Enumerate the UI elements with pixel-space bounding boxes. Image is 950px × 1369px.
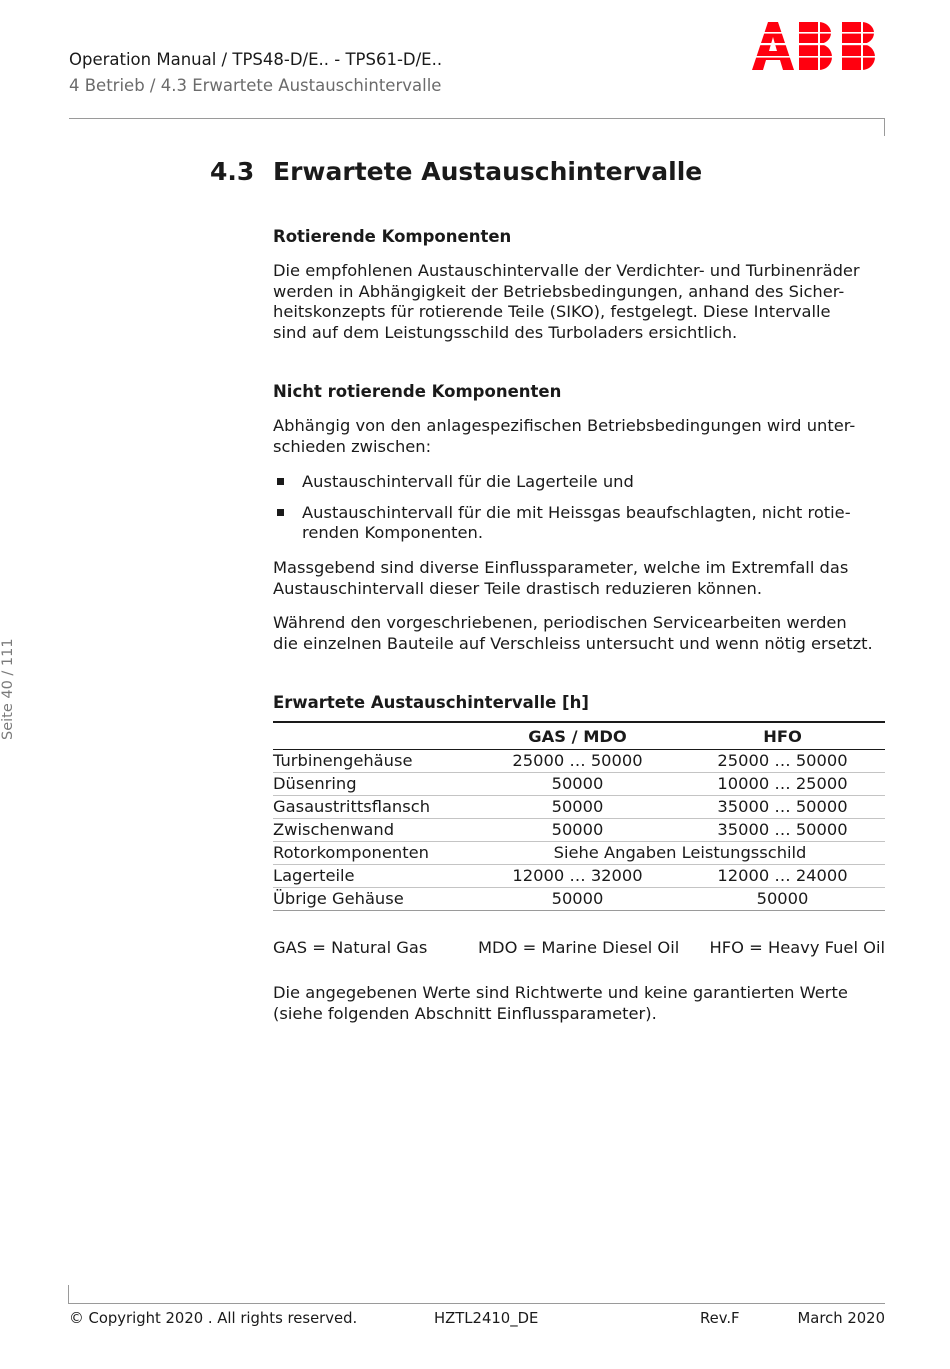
- cell-hfo: 10000 … 25000: [680, 773, 885, 796]
- section-title: [210, 157, 702, 186]
- text-line: Massgebend sind diverse Einflussparameter, welche im Extremfall das: [273, 558, 849, 577]
- text-line: Austauschintervall dieser Teile drastisch reduzieren können.: [273, 578, 763, 598]
- abb-logo: [752, 20, 886, 72]
- page-indicator: Seite 40 / 111: [0, 638, 16, 740]
- column-header-gas-mdo: GAS / MDO: [475, 722, 680, 750]
- bullet-list: [273, 472, 885, 554]
- text-line: Austauschintervall für die mit Heissgas beaufschlagten, nicht rotie-: [302, 502, 851, 522]
- cell-hfo: 50000: [680, 888, 885, 911]
- paragraph-rotating: [273, 261, 885, 343]
- text-line: heitskonzepts für rotierende Teile (SIKO), festgelegt. Diese Intervalle: [273, 302, 831, 322]
- text-line: Die angegebenen Werte sind Richtwerte und keine garantierten Werte: [273, 983, 848, 1002]
- bullet-square-icon: [277, 478, 284, 485]
- text-line: Austauschintervall für die Lagerteile und: [302, 472, 634, 491]
- cell-gas-mdo: 25000 … 50000: [475, 750, 680, 773]
- legend-hfo: HFO = Heavy Fuel Oil: [709, 938, 885, 957]
- table-row: [273, 865, 885, 888]
- section-title-text: Erwartete Austauschintervalle: [273, 157, 703, 186]
- cell-hfo: 25000 … 50000: [680, 750, 885, 773]
- text-line: werden in Abhängigkeit der Betriebsbedingungen, anhand des Sicher-: [273, 281, 845, 301]
- table-header-row: [273, 722, 885, 750]
- table-row: [273, 888, 885, 911]
- table-row: [273, 842, 885, 865]
- table-row: [273, 773, 885, 796]
- cell-gas-mdo: 50000: [475, 819, 680, 842]
- cell-hfo: 12000 … 24000: [680, 865, 885, 888]
- table-row: [273, 796, 885, 819]
- row-label: Turbinengehäuse: [273, 750, 475, 773]
- row-label: Rotorkomponenten: [273, 842, 475, 865]
- cell-gas-mdo: 50000: [475, 773, 680, 796]
- footer-revision: Rev.F: [700, 1310, 740, 1327]
- text-line: Während den vorgeschriebenen, periodischen Servicearbeiten werden: [273, 613, 847, 632]
- text-line: renden Komponenten.: [302, 523, 484, 543]
- cell-merged: Siehe Angaben Leistungsschild: [475, 842, 885, 865]
- footer-rule: [69, 1303, 885, 1304]
- text-line: sind auf dem Leistungsschild des Turboladers ersichtlich.: [273, 322, 738, 342]
- breadcrumb: 4 Betrieb / 4.3 Erwartete Austauschintervalle: [69, 76, 442, 95]
- heading-non-rotating: Nicht rotierende Komponenten: [273, 382, 562, 401]
- text-line: Abhängig von den anlagespezifischen Betriebsbedingungen wird unter-: [273, 416, 856, 435]
- footer-date: March 2020: [797, 1310, 885, 1327]
- list-item: [273, 472, 885, 493]
- legend-mdo: MDO = Marine Diesel Oil: [478, 938, 680, 957]
- cell-hfo: 35000 … 50000: [680, 819, 885, 842]
- paragraph-intro: [273, 416, 885, 457]
- footer-copyright: © Copyright 2020 . All rights reserved.: [69, 1310, 358, 1327]
- column-header: [273, 722, 475, 750]
- table-title: Erwartete Austauschintervalle [h]: [273, 693, 589, 712]
- cell-hfo: 35000 … 50000: [680, 796, 885, 819]
- column-header-hfo: HFO: [680, 722, 885, 750]
- bullet-square-icon: [277, 509, 284, 516]
- heading-rotating: Rotierende Komponenten: [273, 227, 512, 246]
- row-label: Lagerteile: [273, 865, 475, 888]
- text-line: Die empfohlenen Austauschintervalle der Verdichter- und Turbinenräder: [273, 261, 860, 280]
- text-line: schieden zwischen:: [273, 436, 432, 456]
- row-label: Gasaustrittsflansch: [273, 796, 475, 819]
- legend-gas: GAS = Natural Gas: [273, 938, 428, 957]
- document-title: Operation Manual / TPS48-D/E.. - TPS61-D/E..: [69, 50, 443, 69]
- row-label: Übrige Gehäuse: [273, 888, 475, 911]
- list-item: [273, 503, 885, 544]
- intervals-table: [273, 721, 885, 911]
- footer-rule-tick: [68, 1285, 69, 1304]
- footer-document-id: HZTL2410_DE: [434, 1310, 539, 1327]
- paragraph-service: [273, 613, 885, 654]
- row-label: Zwischenwand: [273, 819, 475, 842]
- row-label: Düsenring: [273, 773, 475, 796]
- table-row: [273, 750, 885, 773]
- table-row: [273, 819, 885, 842]
- text-line: (siehe folgenden Abschnitt Einflussparameter).: [273, 1003, 657, 1023]
- section-number: 4.3: [210, 157, 255, 186]
- cell-gas-mdo: 50000: [475, 796, 680, 819]
- cell-gas-mdo: 50000: [475, 888, 680, 911]
- text-line: die einzelnen Bauteile auf Verschleiss untersucht und wenn nötig ersetzt.: [273, 633, 873, 653]
- header-rule: [69, 118, 885, 119]
- paragraph-parameters: [273, 558, 885, 599]
- header-rule-tick: [884, 118, 885, 136]
- cell-gas-mdo: 12000 … 32000: [475, 865, 680, 888]
- paragraph-note: [273, 983, 885, 1024]
